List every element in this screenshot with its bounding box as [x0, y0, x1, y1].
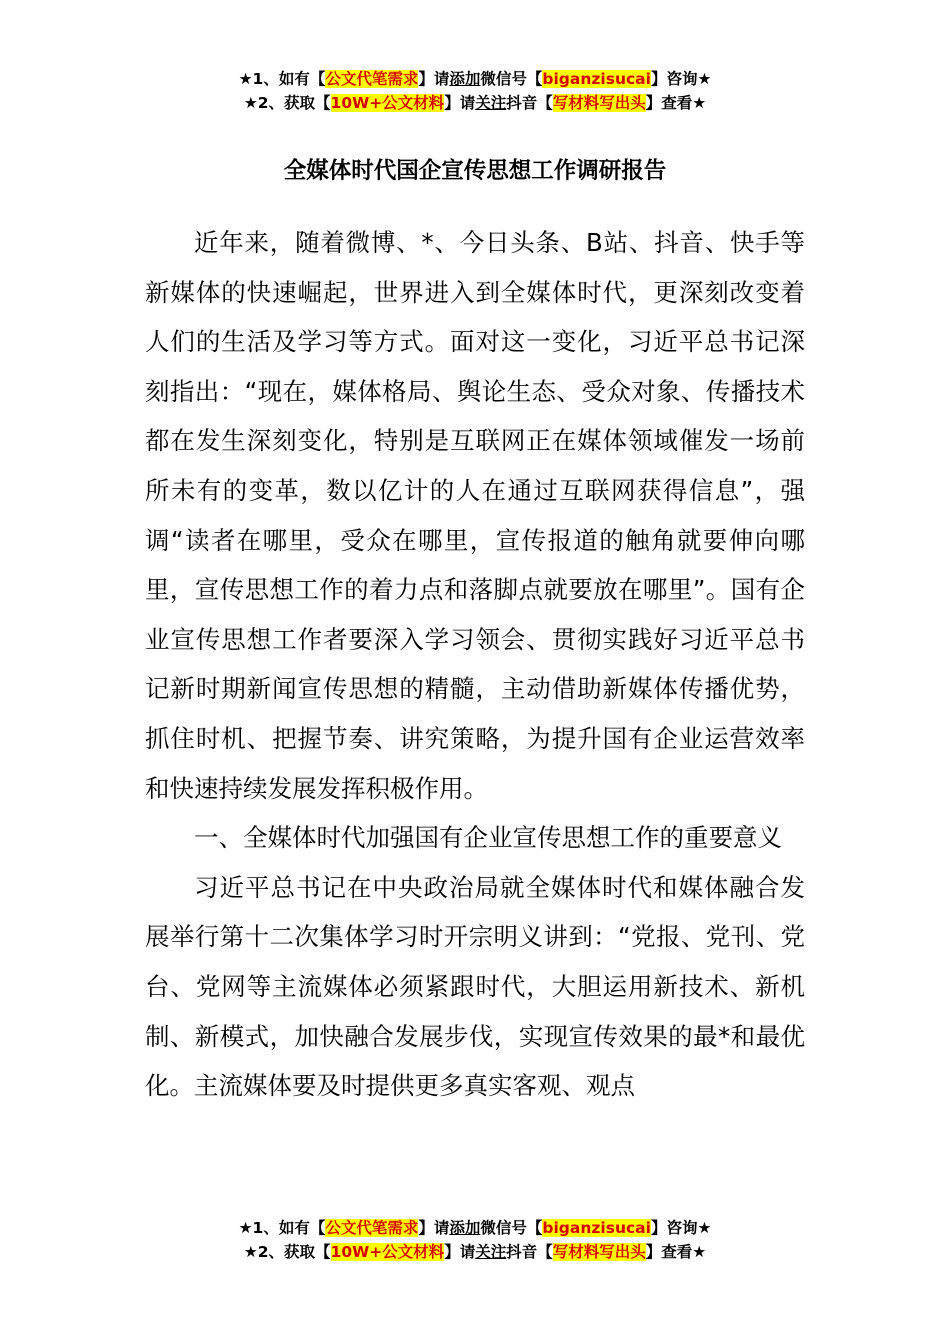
banner-line-1: [0, 67, 950, 91]
banner-text: ★2、获取【: [243, 94, 331, 112]
banner-text: 】查看★: [645, 1243, 707, 1261]
header-banner: [0, 67, 950, 115]
banner-text: ★1、如有【: [238, 70, 326, 88]
banner-highlight: 公文代笔需求: [325, 1219, 419, 1237]
banner-emphasis: 添加: [449, 70, 481, 88]
banner-text: 】请: [418, 70, 450, 88]
section-heading: 一、全媒体时代加强国有企业宣传思想工作的重要意义: [194, 823, 782, 853]
banner-text: 】查看★: [645, 94, 707, 112]
banner-text: 抖音【: [506, 94, 553, 112]
footer-banner: [0, 1216, 950, 1264]
banner-text: 】请: [444, 94, 476, 112]
banner-text: 】请: [418, 1219, 450, 1237]
banner-text: ★1、如有【: [238, 1219, 326, 1237]
banner-highlight: 写材料写出头: [552, 94, 646, 112]
banner-text: 抖音【: [506, 1243, 553, 1261]
banner-text: 】咨询★: [650, 1219, 712, 1237]
banner-highlight: 10W+公文材料: [330, 1243, 445, 1261]
banner-text: 】咨询★: [650, 70, 712, 88]
paragraph-section-1: 习近平总书记在中央政治局就全媒体时代和媒体融合发展举行第十二次集体学习时开宗明义讲到：“党报、党刊、党台、党网等主流媒体必须紧跟时代，大胆运用新技术、新机制、新模式，加快融合发展步伐，实现宣传效果的最*和最优化。主流媒体要及时提供更多真实客观、观点: [145, 872, 805, 1101]
banner-text: 】请: [444, 1243, 476, 1261]
banner-emphasis: 添加: [449, 1219, 481, 1237]
banner-highlight: 10W+公文材料: [330, 94, 445, 112]
banner-text: ★2、获取【: [243, 1243, 331, 1261]
document-title: 全媒体时代国企宣传思想工作调研报告: [283, 158, 667, 184]
banner-emphasis: 关注: [475, 94, 507, 112]
banner-line-1: [0, 1216, 950, 1240]
banner-text: 微信号【: [480, 70, 543, 88]
banner-highlight: 公文代笔需求: [325, 70, 419, 88]
banner-highlight: biganzisucai: [542, 1219, 651, 1237]
document-body: [145, 218, 805, 1111]
paragraph-intro: 近年来，随着微博、*、今日头条、B站、抖音、快手等新媒体的快速崛起，世界进入到全媒体时代，更深刻改变着人们的生活及学习等方式。面对这一变化，习近平总书记深刻指出：“现在，媒体格局、舆论生态、受众对象、传播技术都在发生深刻变化，特别是互联网正在媒体领域催发一场前所未有的变革，数以亿计的人在通过互联网获得信息”，强调“读者在哪里，受众在哪里，宣传报道的触角就要伸向哪里，宣传思想工作的着力点和落脚点就要放在哪里”。国有企业宣传思想工作者要深入学习领会、贯彻实践好习近平总书记新时期新闻宣传思想的精髓，主动借助新媒体传播优势，抓住时机、把握节奏、讲究策略，为提升国有企业运营效率和快速持续发展发挥积极作用。: [145, 228, 805, 803]
banner-emphasis: 关注: [475, 1243, 507, 1261]
banner-line-2: [0, 1240, 950, 1264]
banner-highlight: 写材料写出头: [552, 1243, 646, 1261]
banner-line-2: [0, 91, 950, 115]
banner-text: 微信号【: [480, 1219, 543, 1237]
banner-highlight: biganzisucai: [542, 70, 651, 88]
